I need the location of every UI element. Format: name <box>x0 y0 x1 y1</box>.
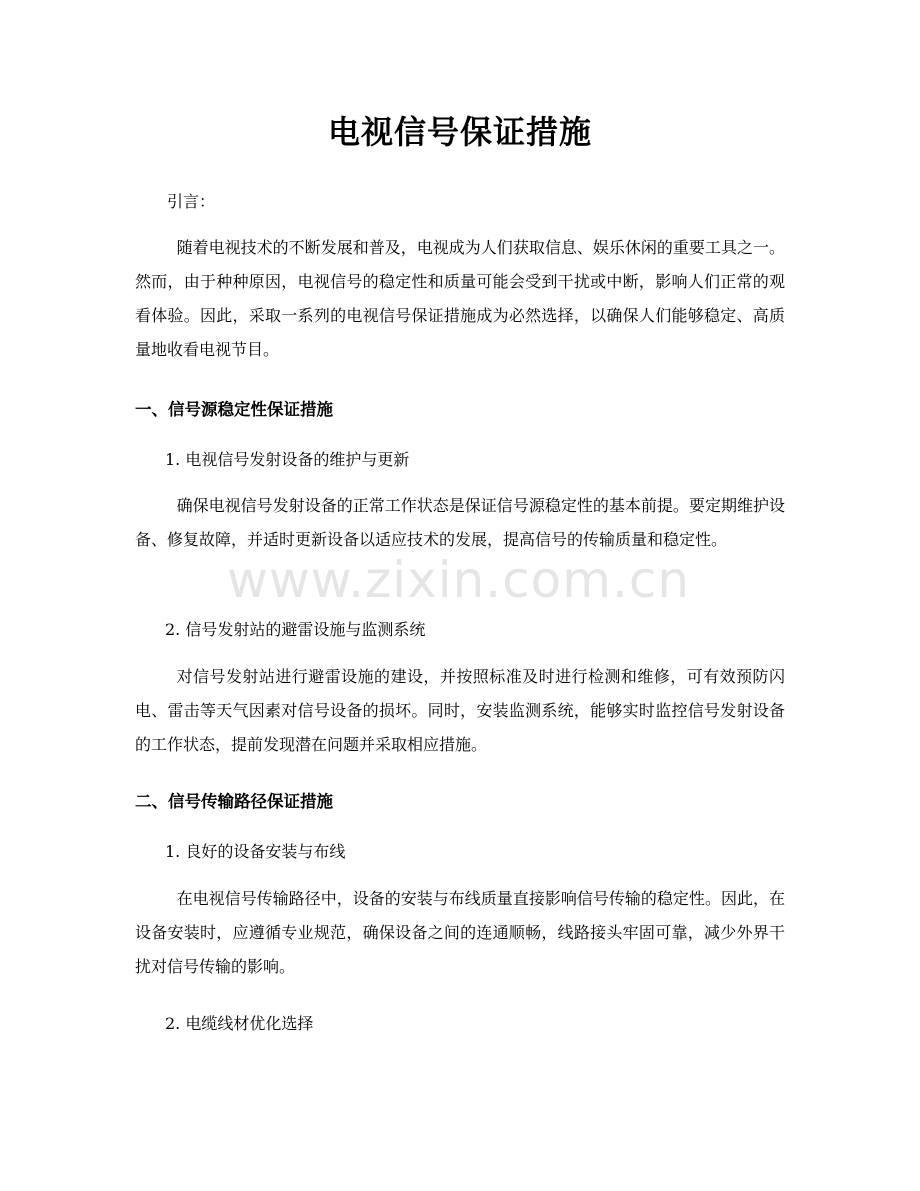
paragraph-1-2: 对信号发射站进行避雷设施的建设，并按照标准及时进行检测和维修，可有效预防闪电、雷击等天气因素对信号设备的损坏。同时，安装监测系统，能够实时监控信号发射设备的工作状态，提前发现潜在问题并采取相应措施。 <box>135 667 785 754</box>
subheading-2-1: 1. 良好的设备安装与布线 <box>165 842 346 861</box>
paragraph-2-1: 在电视信号传输路径中，设备的安装与布线质量直接影响信号传输的稳定性。因此，在设备安装时，应遵循专业规范，确保设备之间的连通顺畅，线路接头牢固可靠，减少外界干扰对信号传输的影响。 <box>135 889 785 976</box>
section-heading-2: 二、信号传输路径保证措施 <box>135 792 333 811</box>
watermark: www.zixin.com.cn <box>227 551 691 609</box>
section-heading-1: 一、信号源稳定性保证措施 <box>135 400 333 419</box>
subheading-1-1: 1. 电视信号发射设备的维护与更新 <box>165 450 410 469</box>
intro-label: 引言： <box>167 192 216 211</box>
page-title: 电视信号保证措施 <box>327 113 592 151</box>
subheading-1-2: 2. 信号发射站的避雷设施与监测系统 <box>165 620 426 639</box>
paragraph-1-1: 确保电视信号发射设备的正常工作状态是保证信号源稳定性的基本前提。要定期维护设备、修复故障，并适时更新设备以适应技术的发展，提高信号的传输质量和稳定性。 <box>135 496 785 549</box>
intro-paragraph: 随着电视技术的不断发展和普及，电视成为人们获取信息、娱乐休闲的重要工具之一。然而，由于种种原因，电视信号的稳定性和质量可能会受到干扰或中断，影响人们正常的观看体验。因此，采取一系列的电视信号保证措施成为必然选择，以确保人们能够稳定、高质量地收看电视节目。 <box>135 238 785 359</box>
subheading-2-2: 2. 电缆线材优化选择 <box>165 1014 314 1033</box>
